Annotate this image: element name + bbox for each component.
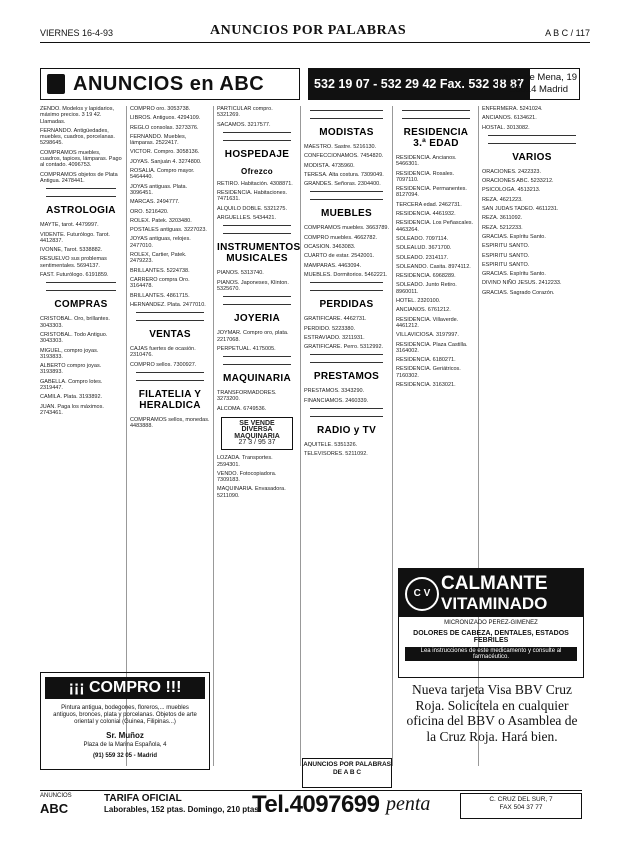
ad: MIGUEL, compro joyas. 3193833. (40, 347, 99, 360)
ad: ARGUELLES. 5434421. (217, 215, 277, 222)
ad: VIDENTE. Futurólogo. Tarot. 4412837. (40, 231, 110, 244)
abc-logo: ABC (40, 801, 69, 816)
box-line: DIVERSA MAQUINARIA (234, 426, 280, 440)
ad: COMPRO oro. 3053738. (130, 106, 191, 112)
ad: AQUITELE. 5351326. (304, 442, 358, 449)
ad: RESIDENCIA. Ancianos. 5466301. (396, 155, 457, 168)
section-title: ANUNCIOS POR PALABRAS (210, 23, 407, 38)
calmante-ad (398, 568, 584, 678)
ad: SOLEADO. Junto Retiro. 8960011. (396, 282, 457, 295)
section-heading-instrumentos: INSTRUMENTOS MUSICALES (217, 242, 301, 265)
column-5 (396, 106, 476, 391)
calmante-line4: DOLORES DE CABEZA, DENTALES, ESTADOS FEBRILES (413, 630, 569, 644)
ornament-rule (223, 356, 291, 365)
ad: ALCOMA. 6749536. (217, 405, 267, 412)
calmante-line2: VITAMINADO (441, 594, 548, 613)
cruz-line1: C. CRUZ DEL SUR, 7 (489, 796, 553, 803)
ad: RETIRO. Habitación. 4308871. (217, 180, 293, 187)
ad: FINANCIAMOS. 2460339. (304, 397, 369, 404)
ornament-rule (310, 110, 383, 119)
ad: PIANOS. Japoneses, Klinton. 5325670. (217, 279, 289, 292)
calmante-line1: CALMANTE (441, 573, 548, 594)
box-line: 27 3 / 95 37 (238, 438, 276, 446)
ad: MODISTA. 4735960. (304, 162, 355, 169)
ad: ZENDO. Modelos y lapidarios, máximo precios. 3 19 42. Llamadas. (40, 106, 114, 125)
tarifa-title: TARIFA OFICIAL (104, 793, 182, 804)
ad: FERNANDO. Muebles, lámparas. 2522417. (130, 133, 187, 147)
address-line2: 28014 Madrid (509, 84, 569, 95)
ad: CRISTOBAL. Todo Antiguo. 3043303. (40, 331, 108, 345)
ad: GRACIAS. Sagrado Corazón. (482, 289, 555, 296)
ad: ROLEX, Cartier, Patek. 2479223. (130, 252, 187, 265)
section-heading-hospedaje: HOSPEDAJE (224, 148, 290, 160)
ad: POSTALES antiguas. 3227023. (130, 227, 207, 234)
ad: MAQUINARIA. Envasadora. 5211090. (217, 486, 286, 499)
box-line: SE VENDE (239, 420, 275, 428)
ad: REZA. 5212233. (482, 224, 523, 231)
ad: ANCIANOS. 6134621. (482, 115, 537, 122)
ad: PIANOS. 5313740. (217, 270, 264, 277)
ad: JOYAS antiguas, relojes. 2477010. (130, 236, 191, 249)
tarifa-footer (40, 790, 582, 821)
ad: ESTRAVIADO. 3211931. (304, 334, 365, 341)
ornament-rule (310, 191, 383, 200)
ad: ALQUILO DOBLE. 5321275. (217, 205, 288, 212)
compro-address: Plaza de la Marina Española, 4 (83, 742, 167, 748)
section-heading-ventas: VENTAS (149, 329, 191, 341)
ad: COMPRAMOS sellos, monedas. 4483888. (130, 417, 210, 430)
ad: MAESTRO. Sastre. 5216130. (304, 144, 377, 150)
ad: REZA. 3611092. (482, 215, 523, 222)
section-heading-perdidas: PERDIDAS (319, 299, 374, 311)
visa-bbv-ad: Nueva tarjeta Visa BBV Cruz Roja. Solicítela en cualquier oficina del BBV o Asamblea de la Cruz Roja. Hará bien. (406, 682, 578, 744)
pointing-hand-icon (47, 74, 65, 94)
issue-date: VIERNES 16-4-93 (40, 28, 114, 38)
anuncios-logo-box (40, 68, 300, 100)
ad: GRACIAS. Espíritu Santo. (482, 233, 546, 240)
ad: GRANDES. Señoras. 2304400. (304, 181, 381, 188)
ad: OCASION. 3463083. (304, 244, 356, 251)
ad: ENFERMERA. 5241024. (482, 106, 543, 112)
ad: LOZADA. Transportes. 2594301. (217, 455, 273, 468)
cruz-del-sur-box (460, 793, 582, 819)
compro-phone: (91) 559 32 05 - Madrid (92, 753, 158, 759)
ad: ESPIRITU SANTO. (482, 252, 530, 259)
ornament-rule (310, 354, 383, 363)
ad: VENDO. Fotocopiadora. 7309183. (217, 470, 277, 484)
office-address (498, 68, 580, 100)
ad: ROSALIA. Compro mayor. 5464440. (130, 168, 195, 181)
ornament-rule (223, 132, 291, 141)
ad: SAN JUDAS TADEO. 4611231. (482, 206, 559, 213)
ornament-rule (402, 110, 470, 119)
section-heading-compras: COMPRAS (54, 299, 108, 311)
ad: VILLAVICIOSA. 3197997. (396, 332, 459, 339)
ad: RESIDENCIA. Villaverde. 4461212. (396, 316, 459, 329)
ad: CAJAS fuertes de ocasión. 2310476. (130, 346, 196, 359)
ad: COMPRAMOS objetos de Plata Antigua. 2478441. (40, 171, 118, 184)
ad: COMPRO sellos. 7300927. (130, 361, 197, 368)
ad: REGLO consolas. 3273376. (130, 124, 199, 131)
ad: MUEBLES. Dormitorios. 5462221. (304, 271, 388, 278)
subheading-ofrezco: Ofrezco (241, 166, 273, 176)
compro-ad-box (40, 672, 210, 770)
ad: GRATIFICARE. 4462731. (304, 316, 367, 323)
ad: ORACIONES. 2422323. (482, 168, 542, 175)
ad: BRILLANTES. 5224738. (130, 267, 190, 274)
section-heading-joyeria: JOYERIA (233, 313, 280, 325)
ad: MARCAS. 2494777. (130, 199, 180, 206)
ad: CARRERO compra Oro. 3164478. (130, 276, 190, 290)
ad: PRESTAMOS. 3343290. (304, 388, 365, 395)
ornament-rule (310, 282, 383, 291)
ad: CAMILA. Plata. 3193892. (40, 394, 103, 401)
ad: RESIDENCIA. Rosales. 7097110. (396, 170, 455, 183)
cruz-line2: FAX 504 37 77 (499, 804, 543, 811)
ornament-rule (223, 296, 291, 305)
ad: COMPRO muebles. 4662782. (304, 234, 378, 241)
ad: RESIDENCIA. Habitaciones. 7471631. (217, 190, 287, 203)
ad: HOSTAL. 3013082. (482, 124, 530, 131)
section-heading-filatelia: FILATELIA Y HERALDICA (138, 389, 202, 412)
page-header (40, 20, 590, 43)
cv-logo: C V (405, 577, 439, 611)
column-2 (130, 106, 210, 433)
ad: ESPIRITU SANTO. (482, 243, 530, 250)
column-rule (392, 106, 393, 766)
ad: CUARTO de estar. 2542001. (304, 253, 375, 260)
ad: HERNANDEZ. Plata. 2477010. (130, 301, 206, 308)
ad: ESPIRITU SANTO. (482, 261, 530, 268)
compro-text: Pintura antigua, bodegones, floreros,... muebles antiguos, bronces, plata y porcelanas. Objetos de arte oriental y colonial (Guinea, Filipinas...) (53, 705, 197, 725)
tarifa-detail: Laborables, 152 ptas. Domingo, 210 ptas. (104, 805, 261, 814)
ad: HOTEL. 2320100. (396, 298, 441, 305)
ad: RESIDENCIA. Geriátricos. 7160302. (396, 366, 461, 379)
ad: SOLEANDO. Casita. 8974112. (396, 263, 471, 270)
ad: JUAN. Paga los máximos. 2743461. (40, 403, 104, 416)
ad: REZA. 4621223. (482, 196, 523, 203)
ad: FERNANDO. Antigüedades, muebles, cuadros, porcelanas. 5298645. (40, 127, 115, 147)
phone-fax-strip: 532 19 07 - 532 29 42 Fax. 532 38 87 (308, 68, 530, 100)
calmante-line3: MICRONIZADO PEREZ-GIMENEZ (444, 620, 538, 626)
ad: SOLEADO. 2314117. (396, 254, 449, 261)
ad: CONFECCIONAMOS. 7454820. (304, 153, 384, 160)
column-3 (217, 106, 301, 502)
ad: GRACIAS. Espíritu Santo. (482, 271, 546, 278)
section-heading-prestamos: PRESTAMOS (313, 371, 380, 383)
section-heading-varios: VARIOS (512, 151, 552, 163)
ad: ANCIANOS. 6761212. (396, 307, 451, 314)
ad: RESIDENCIA. 6968289. (396, 273, 456, 280)
ad: COMPRAMOS muebles, cuadros, tapices, lámparas. Pago al contado. 4096753. (40, 149, 122, 169)
ornament-rule (46, 188, 116, 197)
ornament-rule (136, 372, 204, 381)
ad: SOLEALUD. 3671700. (396, 245, 452, 252)
penta-logo: penta (386, 793, 431, 815)
section-heading-radio-tv: RADIO y TV (316, 425, 377, 437)
ad: PSICOLOGA. 4513213. (482, 187, 541, 194)
ad: TERCERA edad. 2462731. (396, 201, 462, 208)
ad: TRANSFORMADORES. 3273200. (217, 390, 277, 403)
ad: COMPRAMOS muebles. 3663789. (304, 225, 389, 232)
address-line1: Juan de Mena, 19 (500, 72, 578, 83)
column-1 (40, 106, 122, 419)
anuncios-logo: ANUNCIOS en ABC (73, 72, 265, 95)
ornament-rule (488, 135, 576, 144)
ad: ORO. 5216420. (130, 208, 169, 215)
column-6 (482, 106, 582, 299)
ad: LIBROS. Antiguos. 4294109. (130, 115, 201, 122)
ad: JOYAS antiguas. Plata. 3096451. (130, 183, 188, 196)
ad: PERDIDO. 5223380. (304, 325, 356, 332)
maquinaria-box (221, 417, 293, 450)
compro-title: ¡¡¡ COMPRO !!! (45, 677, 205, 699)
ad: MAMPARAS. 4463094. (304, 262, 362, 269)
ad: VICTOR. Compro. 3058136. (130, 149, 200, 156)
ad: RESIDENCIA. Permanentes. 8127094. (396, 186, 467, 199)
ad: TELEVISORES. 5211092. (304, 451, 368, 458)
ad: ROLEX. Patek. 3203480. (130, 217, 192, 224)
ad: RESIDENCIA. Plaza Castilla. 3164002. (396, 341, 468, 354)
ornament-rule (136, 312, 204, 321)
calmante-line5: Lea instrucciones de este medicamento y consulte al farmacéutico. (405, 647, 577, 661)
section-heading-residencia: RESIDENCIA 3.ª EDAD (403, 127, 469, 149)
section-heading-astrologia: ASTROLOGIA (46, 205, 116, 217)
calmante-header (399, 569, 583, 617)
tarifa-phone: Tel.4097699 (252, 791, 380, 818)
ad: BRILLANTES. 4861715. (130, 292, 190, 299)
ad: SOLEADO. 7097114. (396, 235, 449, 242)
page-number: A B C / 117 (545, 28, 590, 38)
column-rule (213, 106, 214, 766)
ad: ORACIONES ABC. 5233212. (482, 178, 554, 185)
ornament-rule (223, 225, 291, 234)
ad: SACAMOS. 3217577. (217, 121, 271, 128)
ad: RESUELVO sus problemas sentimentales. 5694137. (40, 256, 107, 269)
section-heading-modistas: MODISTAS (319, 127, 374, 138)
ad: PARTICULAR compro. 5321269. (217, 106, 273, 119)
ornament-rule (46, 282, 116, 291)
footer-label: ANUNCIOS (40, 793, 72, 799)
ad: JOYMAR. Compro oro, plata. 2217068. (217, 330, 289, 343)
ad: DIVINO NIÑO JESUS. 2412233. (482, 280, 562, 287)
ad: RESIDENCIA. 6180271. (396, 357, 456, 364)
section-heading-muebles: MUEBLES (321, 208, 372, 220)
compro-name: Sr. Muñoz (106, 731, 144, 740)
ad: ALBERTO compro joyas. 3193893. (40, 363, 102, 376)
ad: FAST. Futurólogo. 6191859. (40, 272, 109, 279)
column-4 (304, 106, 389, 461)
ad: GABELLA. Compro lotes. 2319447. (40, 378, 103, 392)
ad: JOYAS. Sanjuán 4. 3274800. (130, 158, 202, 165)
ad: CRISTOBAL. Oro, brillantes. 3043303. (40, 316, 110, 329)
ad: RESIDENCIA. 4461932. (396, 211, 456, 218)
column-rule (126, 106, 127, 766)
ad: RESIDENCIA. 3163021. (396, 382, 456, 389)
ad: GRATIFICARE. Perro. 5312992. (304, 344, 384, 351)
ad: RESIDENCIA. Los Peñascales. 4463264. (396, 220, 474, 233)
section-heading-maquinaria: MAQUINARIA (223, 373, 291, 385)
column-rule (300, 106, 301, 766)
anuncios-box: ANUNCIOS POR PALABRAS DE A B C (302, 758, 392, 788)
ad: MAYTE, tarot. 4479997. (40, 222, 99, 229)
banner (40, 68, 524, 100)
ad: IVONNE, Tarot. 5338882. (40, 247, 103, 254)
ornament-rule (310, 408, 383, 417)
ad: TERESA. Alta costura. 7309049. (304, 171, 384, 178)
ad: PERPETUAL. 4175005. (217, 345, 276, 352)
